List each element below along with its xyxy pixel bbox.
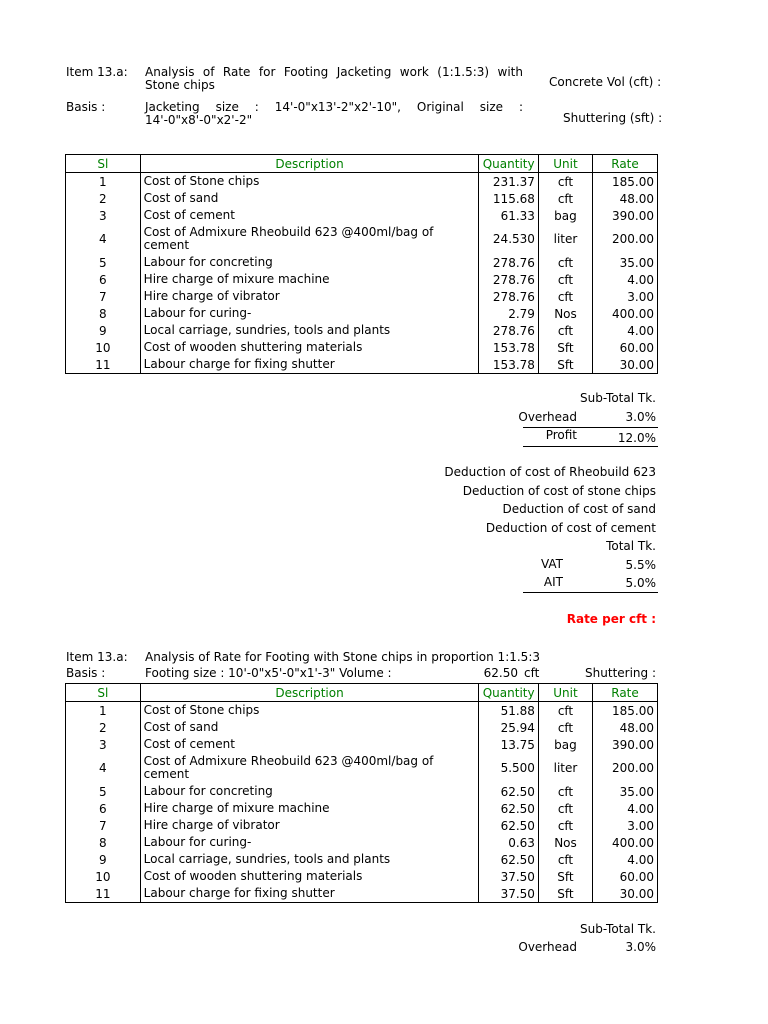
volume-unit: cft bbox=[524, 666, 540, 680]
deduction-sand: Deduction of cost of sand bbox=[502, 502, 656, 516]
table-row bbox=[66, 322, 658, 339]
overhead-label-2: Overhead bbox=[518, 940, 577, 954]
row-unit: Sft bbox=[538, 868, 592, 885]
row-description: Cost of Admixure Rheobuild 623 @400ml/bag of cement bbox=[140, 753, 479, 783]
row-rate: 4.00 bbox=[593, 322, 658, 339]
row-quantity: 278.76 bbox=[479, 288, 539, 305]
profit-value: 12.0% bbox=[617, 431, 656, 445]
row-unit: cft bbox=[538, 190, 592, 207]
header-sl: Sl bbox=[66, 684, 141, 702]
row-rate: 60.00 bbox=[593, 339, 658, 356]
row-rate: 4.00 bbox=[593, 271, 658, 288]
ait-underline bbox=[523, 592, 658, 593]
row-rate: 4.00 bbox=[593, 851, 658, 868]
row-rate: 35.00 bbox=[593, 783, 658, 800]
table-row bbox=[66, 207, 658, 224]
row-rate: 200.00 bbox=[593, 224, 658, 254]
row-quantity: 231.37 bbox=[479, 173, 539, 191]
row-unit: cft bbox=[538, 783, 592, 800]
row-unit: cft bbox=[538, 271, 592, 288]
row-sl: 5 bbox=[66, 783, 141, 800]
ait-value: 5.0% bbox=[625, 576, 656, 590]
row-description: Cost of sand bbox=[140, 719, 479, 736]
row-description: Hire charge of vibrator bbox=[140, 817, 479, 834]
table-header-row bbox=[66, 155, 658, 173]
row-description: Local carriage, sundries, tools and plants bbox=[140, 322, 479, 339]
vat-label: VAT bbox=[540, 557, 563, 571]
row-rate: 30.00 bbox=[593, 356, 658, 374]
row-sl: 1 bbox=[66, 702, 141, 720]
row-sl: 2 bbox=[66, 190, 141, 207]
row-quantity: 5.500 bbox=[479, 753, 539, 783]
row-sl: 2 bbox=[66, 719, 141, 736]
header-sl: Sl bbox=[66, 155, 141, 173]
row-unit: Sft bbox=[538, 885, 592, 903]
row-sl: 7 bbox=[66, 288, 141, 305]
deduction-stone-chips: Deduction of cost of stone chips bbox=[462, 484, 656, 498]
row-quantity: 278.76 bbox=[479, 322, 539, 339]
row-quantity: 278.76 bbox=[479, 271, 539, 288]
row-sl: 8 bbox=[66, 834, 141, 851]
row-rate: 185.00 bbox=[593, 702, 658, 720]
table-row bbox=[66, 885, 658, 903]
row-description: Labour for concreting bbox=[140, 254, 479, 271]
row-sl: 9 bbox=[66, 851, 141, 868]
total-label: Total Tk. bbox=[606, 539, 656, 553]
table-row bbox=[66, 868, 658, 885]
table-row bbox=[66, 339, 658, 356]
concrete-vol-label: Concrete Vol (cft) : bbox=[549, 75, 662, 89]
subtotal-label-2: Sub-Total Tk. bbox=[579, 922, 656, 936]
row-unit: bag bbox=[538, 736, 592, 753]
row-rate: 60.00 bbox=[593, 868, 658, 885]
row-quantity: 2.79 bbox=[479, 305, 539, 322]
row-rate: 48.00 bbox=[593, 719, 658, 736]
row-description: Labour for concreting bbox=[140, 783, 479, 800]
item-title-2: Analysis of Rate for Footing with Stone chips in proportion 1:1.5:3 bbox=[145, 650, 540, 664]
item-title: Analysis of Rate for Footing Jacketing work (1:1.5:3) with Stone chips bbox=[145, 65, 523, 92]
header-unit: Unit bbox=[538, 155, 592, 173]
overhead-label: Overhead bbox=[518, 410, 577, 424]
row-sl: 1 bbox=[66, 173, 141, 191]
table-row bbox=[66, 817, 658, 834]
ait-label: AIT bbox=[543, 575, 563, 589]
row-sl: 9 bbox=[66, 322, 141, 339]
row-unit: Sft bbox=[538, 356, 592, 374]
row-unit: cft bbox=[538, 800, 592, 817]
shuttering-label-2: Shuttering : bbox=[585, 666, 656, 680]
row-unit: cft bbox=[538, 288, 592, 305]
profit-divider bbox=[523, 427, 658, 428]
table-row bbox=[66, 800, 658, 817]
row-unit: cft bbox=[538, 702, 592, 720]
row-rate: 200.00 bbox=[593, 753, 658, 783]
row-unit: cft bbox=[538, 322, 592, 339]
basis-label-2: Basis : bbox=[66, 666, 106, 680]
row-quantity: 25.94 bbox=[479, 719, 539, 736]
row-sl: 8 bbox=[66, 305, 141, 322]
row-unit: Nos bbox=[538, 305, 592, 322]
profit-label: Profit bbox=[545, 428, 577, 442]
row-rate: 390.00 bbox=[593, 207, 658, 224]
table-row bbox=[66, 736, 658, 753]
item-label: Item 13.a: bbox=[66, 65, 128, 79]
row-rate: 400.00 bbox=[593, 305, 658, 322]
row-description: Labour charge for fixing shutter bbox=[140, 356, 479, 374]
row-description: Cost of wooden shuttering materials bbox=[140, 868, 479, 885]
row-sl: 10 bbox=[66, 868, 141, 885]
header-rate: Rate bbox=[593, 155, 658, 173]
header-unit: Unit bbox=[538, 684, 592, 702]
row-rate: 3.00 bbox=[593, 288, 658, 305]
row-description: Cost of cement bbox=[140, 736, 479, 753]
item-label-2: Item 13.a: bbox=[66, 650, 128, 664]
row-quantity: 37.50 bbox=[479, 868, 539, 885]
row-sl: 4 bbox=[66, 224, 141, 254]
table-row bbox=[66, 719, 658, 736]
row-quantity: 37.50 bbox=[479, 885, 539, 903]
row-sl: 4 bbox=[66, 753, 141, 783]
row-unit: Sft bbox=[538, 339, 592, 356]
row-unit: liter bbox=[538, 753, 592, 783]
row-quantity: 62.50 bbox=[479, 817, 539, 834]
row-quantity: 153.78 bbox=[479, 356, 539, 374]
row-unit: cft bbox=[538, 254, 592, 271]
row-sl: 6 bbox=[66, 800, 141, 817]
row-rate: 3.00 bbox=[593, 817, 658, 834]
table-row bbox=[66, 834, 658, 851]
row-unit: cft bbox=[538, 173, 592, 191]
row-unit: cft bbox=[538, 719, 592, 736]
row-description: Cost of Admixure Rheobuild 623 @400ml/bag of cement bbox=[140, 224, 479, 254]
row-unit: liter bbox=[538, 224, 592, 254]
row-unit: cft bbox=[538, 851, 592, 868]
row-description: Cost of sand bbox=[140, 190, 479, 207]
table-row bbox=[66, 702, 658, 720]
table-row bbox=[66, 783, 658, 800]
header-rate: Rate bbox=[593, 684, 658, 702]
table-row bbox=[66, 288, 658, 305]
table-row bbox=[66, 173, 658, 191]
row-sl: 5 bbox=[66, 254, 141, 271]
row-rate: 185.00 bbox=[593, 173, 658, 191]
row-rate: 4.00 bbox=[593, 800, 658, 817]
row-sl: 11 bbox=[66, 356, 141, 374]
row-rate: 400.00 bbox=[593, 834, 658, 851]
header-quantity: Quantity bbox=[479, 155, 539, 173]
row-unit: Nos bbox=[538, 834, 592, 851]
table-row bbox=[66, 305, 658, 322]
row-quantity: 62.50 bbox=[479, 783, 539, 800]
row-description: Hire charge of vibrator bbox=[140, 288, 479, 305]
basis-text-2: Footing size : 10'-0"x5'-0"x1'-3" Volume : bbox=[145, 666, 392, 680]
header-quantity: Quantity bbox=[479, 684, 539, 702]
basis-text: Jacketing size : 14'-0"x13'-2"x2'-10", Original size : 14'-0"x8'-0"x2'-2" bbox=[145, 100, 523, 127]
row-quantity: 115.68 bbox=[479, 190, 539, 207]
header-description: Description bbox=[140, 155, 479, 173]
overhead-value-2: 3.0% bbox=[625, 940, 656, 954]
deduction-cement: Deduction of cost of cement bbox=[485, 521, 656, 535]
row-quantity: 278.76 bbox=[479, 254, 539, 271]
row-rate: 48.00 bbox=[593, 190, 658, 207]
row-description: Labour for curing- bbox=[140, 305, 479, 322]
table-row bbox=[66, 254, 658, 271]
row-sl: 10 bbox=[66, 339, 141, 356]
table-row bbox=[66, 851, 658, 868]
row-description: Labour charge for fixing shutter bbox=[140, 885, 479, 903]
row-quantity: 51.88 bbox=[479, 702, 539, 720]
row-description: Local carriage, sundries, tools and plants bbox=[140, 851, 479, 868]
row-rate: 390.00 bbox=[593, 736, 658, 753]
row-rate: 30.00 bbox=[593, 885, 658, 903]
row-sl: 3 bbox=[66, 736, 141, 753]
subtotal-label: Sub-Total Tk. bbox=[579, 391, 656, 405]
row-unit: cft bbox=[538, 817, 592, 834]
row-description: Cost of Stone chips bbox=[140, 173, 479, 191]
overhead-value: 3.0% bbox=[625, 410, 656, 424]
profit-underline bbox=[523, 446, 658, 447]
table-header-row bbox=[66, 684, 658, 702]
row-sl: 7 bbox=[66, 817, 141, 834]
row-description: Cost of Stone chips bbox=[140, 702, 479, 720]
row-quantity: 24.530 bbox=[479, 224, 539, 254]
row-sl: 6 bbox=[66, 271, 141, 288]
rate-per-cft-label: Rate per cft : bbox=[566, 612, 656, 626]
rate-analysis-table-2 bbox=[65, 683, 658, 903]
row-quantity: 61.33 bbox=[479, 207, 539, 224]
row-description: Hire charge of mixure machine bbox=[140, 271, 479, 288]
table-row bbox=[66, 224, 658, 254]
vat-value: 5.5% bbox=[625, 558, 656, 572]
header-description: Description bbox=[140, 684, 479, 702]
row-description: Labour for curing- bbox=[140, 834, 479, 851]
rate-analysis-table bbox=[65, 154, 658, 374]
row-quantity: 13.75 bbox=[479, 736, 539, 753]
volume-value: 62.50 bbox=[483, 666, 518, 680]
row-quantity: 153.78 bbox=[479, 339, 539, 356]
row-description: Cost of cement bbox=[140, 207, 479, 224]
row-quantity: 0.63 bbox=[479, 834, 539, 851]
row-description: Cost of wooden shuttering materials bbox=[140, 339, 479, 356]
shuttering-label: Shuttering (sft) : bbox=[563, 111, 663, 125]
deduction-rheobuild: Deduction of cost of Rheobuild 623 bbox=[444, 465, 656, 479]
table-row bbox=[66, 190, 658, 207]
row-quantity: 62.50 bbox=[479, 800, 539, 817]
table-row bbox=[66, 356, 658, 374]
row-description: Hire charge of mixure machine bbox=[140, 800, 479, 817]
row-sl: 3 bbox=[66, 207, 141, 224]
row-quantity: 62.50 bbox=[479, 851, 539, 868]
basis-label: Basis : bbox=[66, 100, 106, 114]
row-unit: bag bbox=[538, 207, 592, 224]
table-row bbox=[66, 271, 658, 288]
row-rate: 35.00 bbox=[593, 254, 658, 271]
row-sl: 11 bbox=[66, 885, 141, 903]
table-row bbox=[66, 753, 658, 783]
